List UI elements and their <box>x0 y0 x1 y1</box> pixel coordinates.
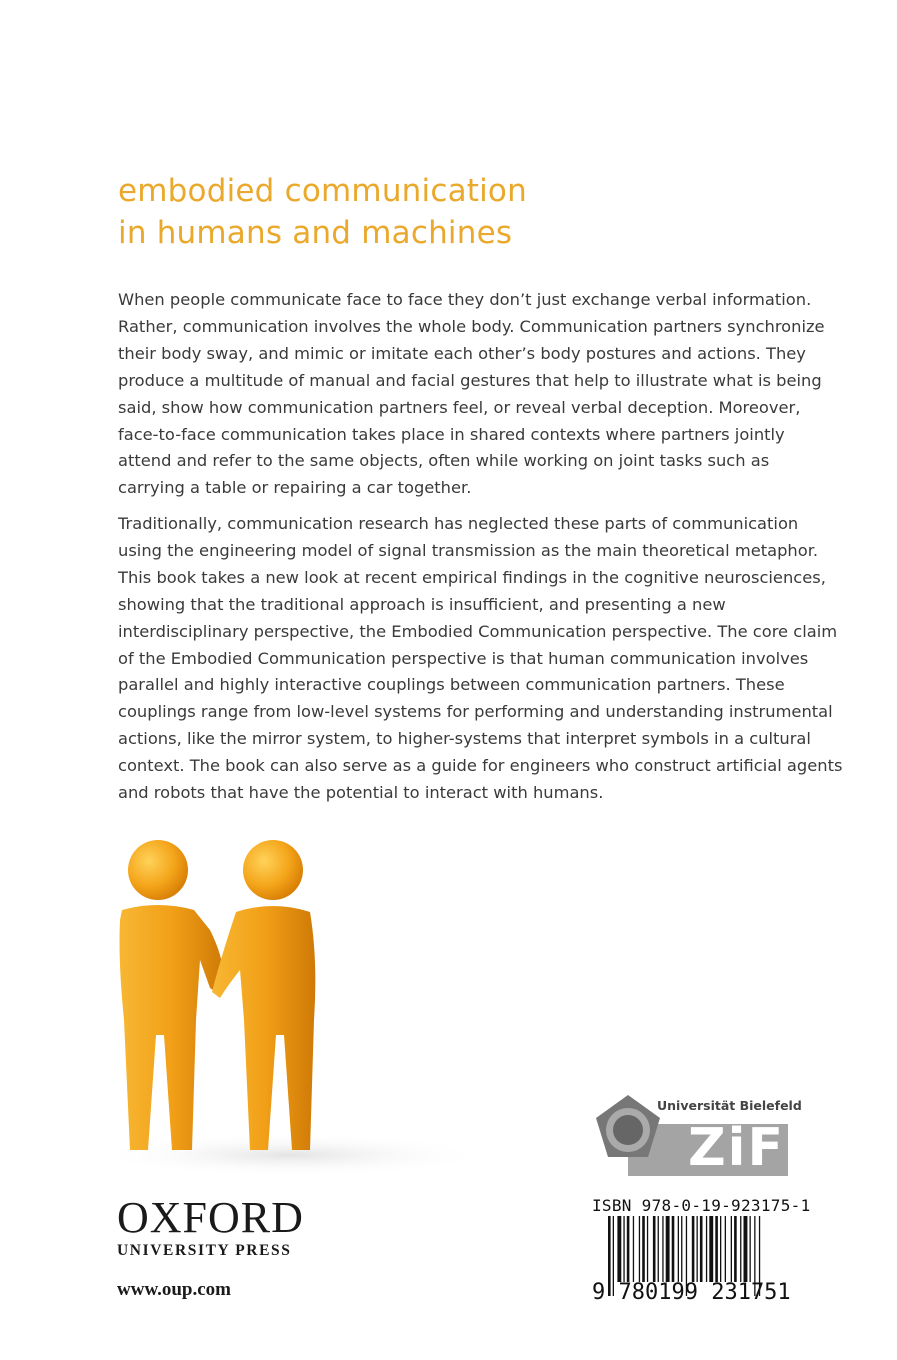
barcode-bar <box>662 1216 663 1282</box>
barcode-bar <box>639 1216 640 1282</box>
blurb-line: When people communicate face to face they don’t just exchange verbal information. <box>118 290 812 309</box>
blurb-line: actions, like the mirror system, to higher-systems that interpret symbols in a cultural <box>118 729 811 749</box>
barcode-bar <box>653 1216 656 1282</box>
barcode-bar <box>666 1216 670 1282</box>
barcode-bar <box>720 1216 721 1282</box>
blurb-line: showing that the traditional approach is insufficient, and presenting a new <box>118 594 726 614</box>
barcode-bar <box>706 1216 707 1282</box>
blurb-line: produce a multitude of manual and facial gestures that help to illustrate what is being <box>118 370 822 390</box>
barcode-bar <box>692 1216 695 1282</box>
blurb-paragraph-1 <box>118 287 825 502</box>
blurb-paragraph-2 <box>118 511 842 807</box>
barcode-bar <box>627 1216 630 1282</box>
left-figure-body <box>120 905 224 1150</box>
right-figure-body <box>212 906 315 1150</box>
barcode-bar <box>681 1216 682 1282</box>
book-title <box>118 170 527 254</box>
blurb-line: of the Embodied Communication perspective is that human communication involves <box>118 648 809 668</box>
pentagon-icon <box>593 1092 663 1162</box>
publisher-url[interactable]: www.oup.com <box>117 1279 232 1300</box>
barcode-bar <box>617 1216 621 1282</box>
barcode-bar <box>731 1216 732 1282</box>
zif-bielefeld-logo <box>593 1092 802 1180</box>
barcode-bar <box>697 1216 698 1282</box>
blurb-line: couplings range from low-level systems for performing and understanding instrumental <box>118 702 833 722</box>
publisher-name: OXFORD <box>117 1193 304 1242</box>
blurb-line: using the engineering model of signal transmission as the main theoretical metaphor. <box>118 540 819 560</box>
university-name: Universität Bielefeld <box>657 1098 802 1113</box>
barcode-bar <box>709 1216 713 1282</box>
publisher-subtitle: UNIVERSITY PRESS <box>117 1242 292 1259</box>
two-figures-holding-hands-illustration <box>60 820 480 1180</box>
right-figure-head <box>243 840 303 900</box>
isbn-label: ISBN 978-0-19-923175-1 <box>592 1196 811 1215</box>
blurb-line: context. The book can also serve as a guide for engineers who construct artificial agents <box>118 756 843 776</box>
barcode-bar <box>750 1216 751 1282</box>
blurb-line: and robots that have the potential to interact with humans. <box>118 783 604 803</box>
barcode-bar <box>647 1216 648 1282</box>
barcode-digits: 9 780199 231751 <box>592 1280 791 1305</box>
barcode-bar <box>623 1216 624 1282</box>
barcode-bar <box>633 1216 634 1282</box>
barcode-bar <box>744 1216 748 1282</box>
title-line: embodied communication <box>118 173 527 209</box>
left-figure-head <box>128 840 188 900</box>
barcode-bar <box>725 1216 726 1282</box>
blurb-line: attend and refer to the same objects, often while working on joint tasks such as <box>118 451 770 471</box>
barcode-bar <box>642 1216 645 1282</box>
blurb-line: Rather, communication involves the whole body. Communication partners synchronize <box>118 316 825 336</box>
barcode-bar <box>734 1216 737 1282</box>
barcode-bar <box>678 1216 679 1282</box>
barcode-bar <box>700 1216 703 1282</box>
barcode-bar <box>740 1216 741 1282</box>
blurb-line: interdisciplinary perspective, the Embodied Communication perspective. The core claim <box>118 621 838 641</box>
blurb-line: face-to-face communication takes place in shared contexts where partners jointly <box>118 424 785 444</box>
blurb-line: their body sway, and mimic or imitate each other’s body postures and actions. They <box>118 343 806 363</box>
blurb-line: carrying a table or repairing a car together. <box>118 478 472 498</box>
oxford-university-press-logo <box>117 1193 304 1260</box>
blurb-line: This book takes a new look at recent empirical findings in the cognitive neurosciences, <box>118 567 826 587</box>
blurb-line: parallel and highly interactive couplings between communication partners. These <box>118 675 785 695</box>
barcode-bar <box>658 1216 659 1282</box>
barcode-bar <box>672 1216 675 1282</box>
blurb-line: said, show how communication partners feel, or reveal verbal deception. Moreover, <box>118 397 801 417</box>
title-line: in humans and machines <box>118 215 513 251</box>
barcode-bar <box>715 1216 718 1282</box>
blurb-line: Traditionally, communication research has neglected these parts of communication <box>118 514 799 533</box>
zif-text: ZiF <box>687 1118 785 1178</box>
